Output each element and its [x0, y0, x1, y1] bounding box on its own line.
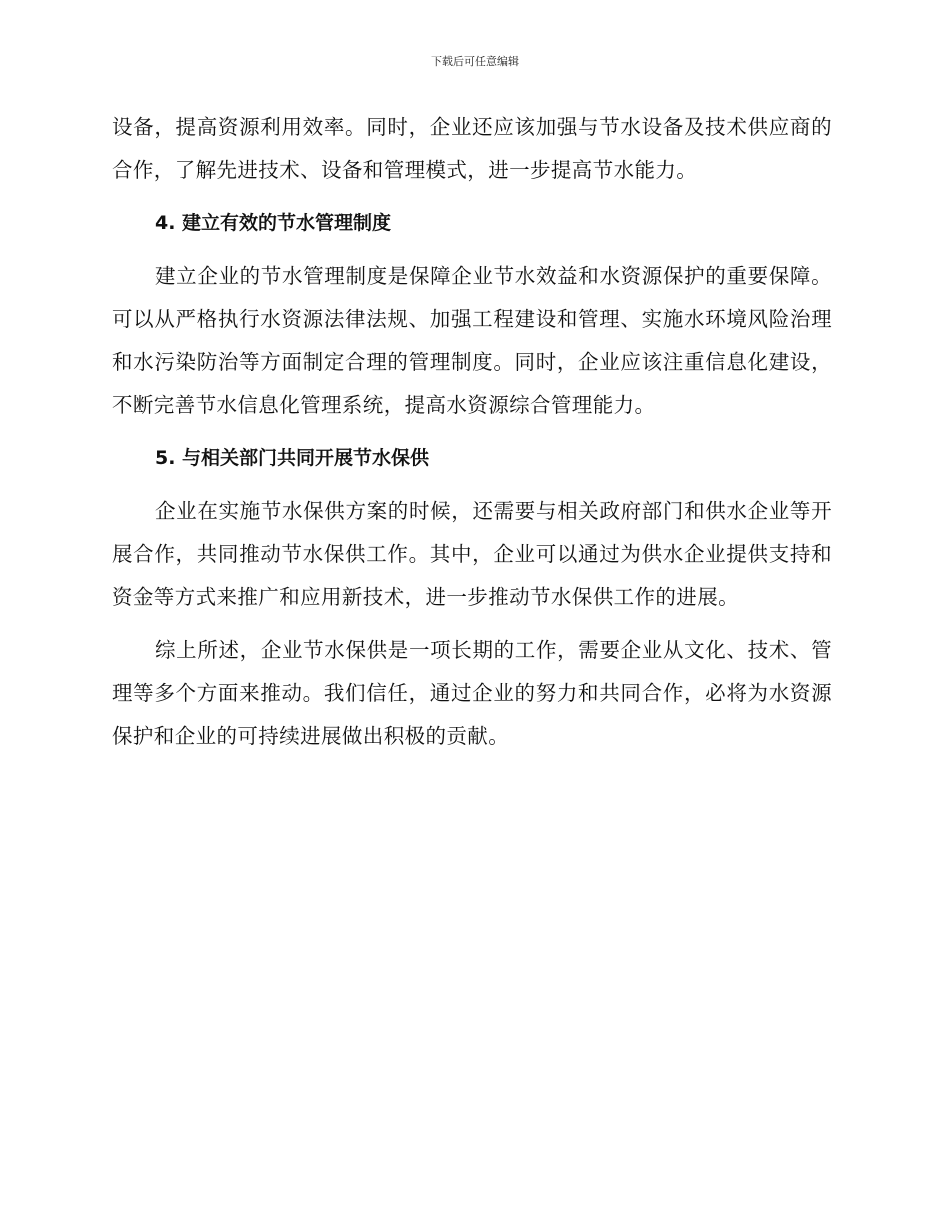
section-heading-5: 5. 与相关部门共同开展节水保供 — [155, 447, 430, 469]
document-body — [112, 106, 832, 758]
header-note: 下载后可任意编辑 — [431, 55, 519, 68]
paragraph-summary: 综上所述，企业节水保供是一项长期的工作，需要企业从文化、技术、管理等多个方面来推动。我们信任，通过企业的努力和共同合作，必将为水资源保护和企业的可持续进展做出积极的贡献。 — [112, 638, 832, 748]
section-heading-4: 4. 建立有效的节水管理制度 — [155, 212, 392, 234]
paragraph-section-4: 建立企业的节水管理制度是保障企业节水效益和水资源保护的重要保障。可以从严格执行水资源法律法规、加强工程建设和管理、实施水环境风险治理和水污染防治等方面制定合理的管理制度。同时，企业应该注重信息化建设，不断完善节水信息化管理系统，提高水资源综合管理能力。 — [112, 264, 832, 417]
paragraph-section-5: 企业在实施节水保供方案的时候，还需要与相关政府部门和供水企业等开展合作，共同推动节水保供工作。其中，企业可以通过为供水企业提供支持和资金等方式来推广和应用新技术，进一步推动节水保供工作的进展。 — [112, 499, 832, 609]
paragraph-continued: 设备，提高资源利用效率。同时，企业还应该加强与节水设备及技术供应商的合作，了解先进技术、设备和管理模式，进一步提高节水能力。 — [112, 115, 832, 182]
